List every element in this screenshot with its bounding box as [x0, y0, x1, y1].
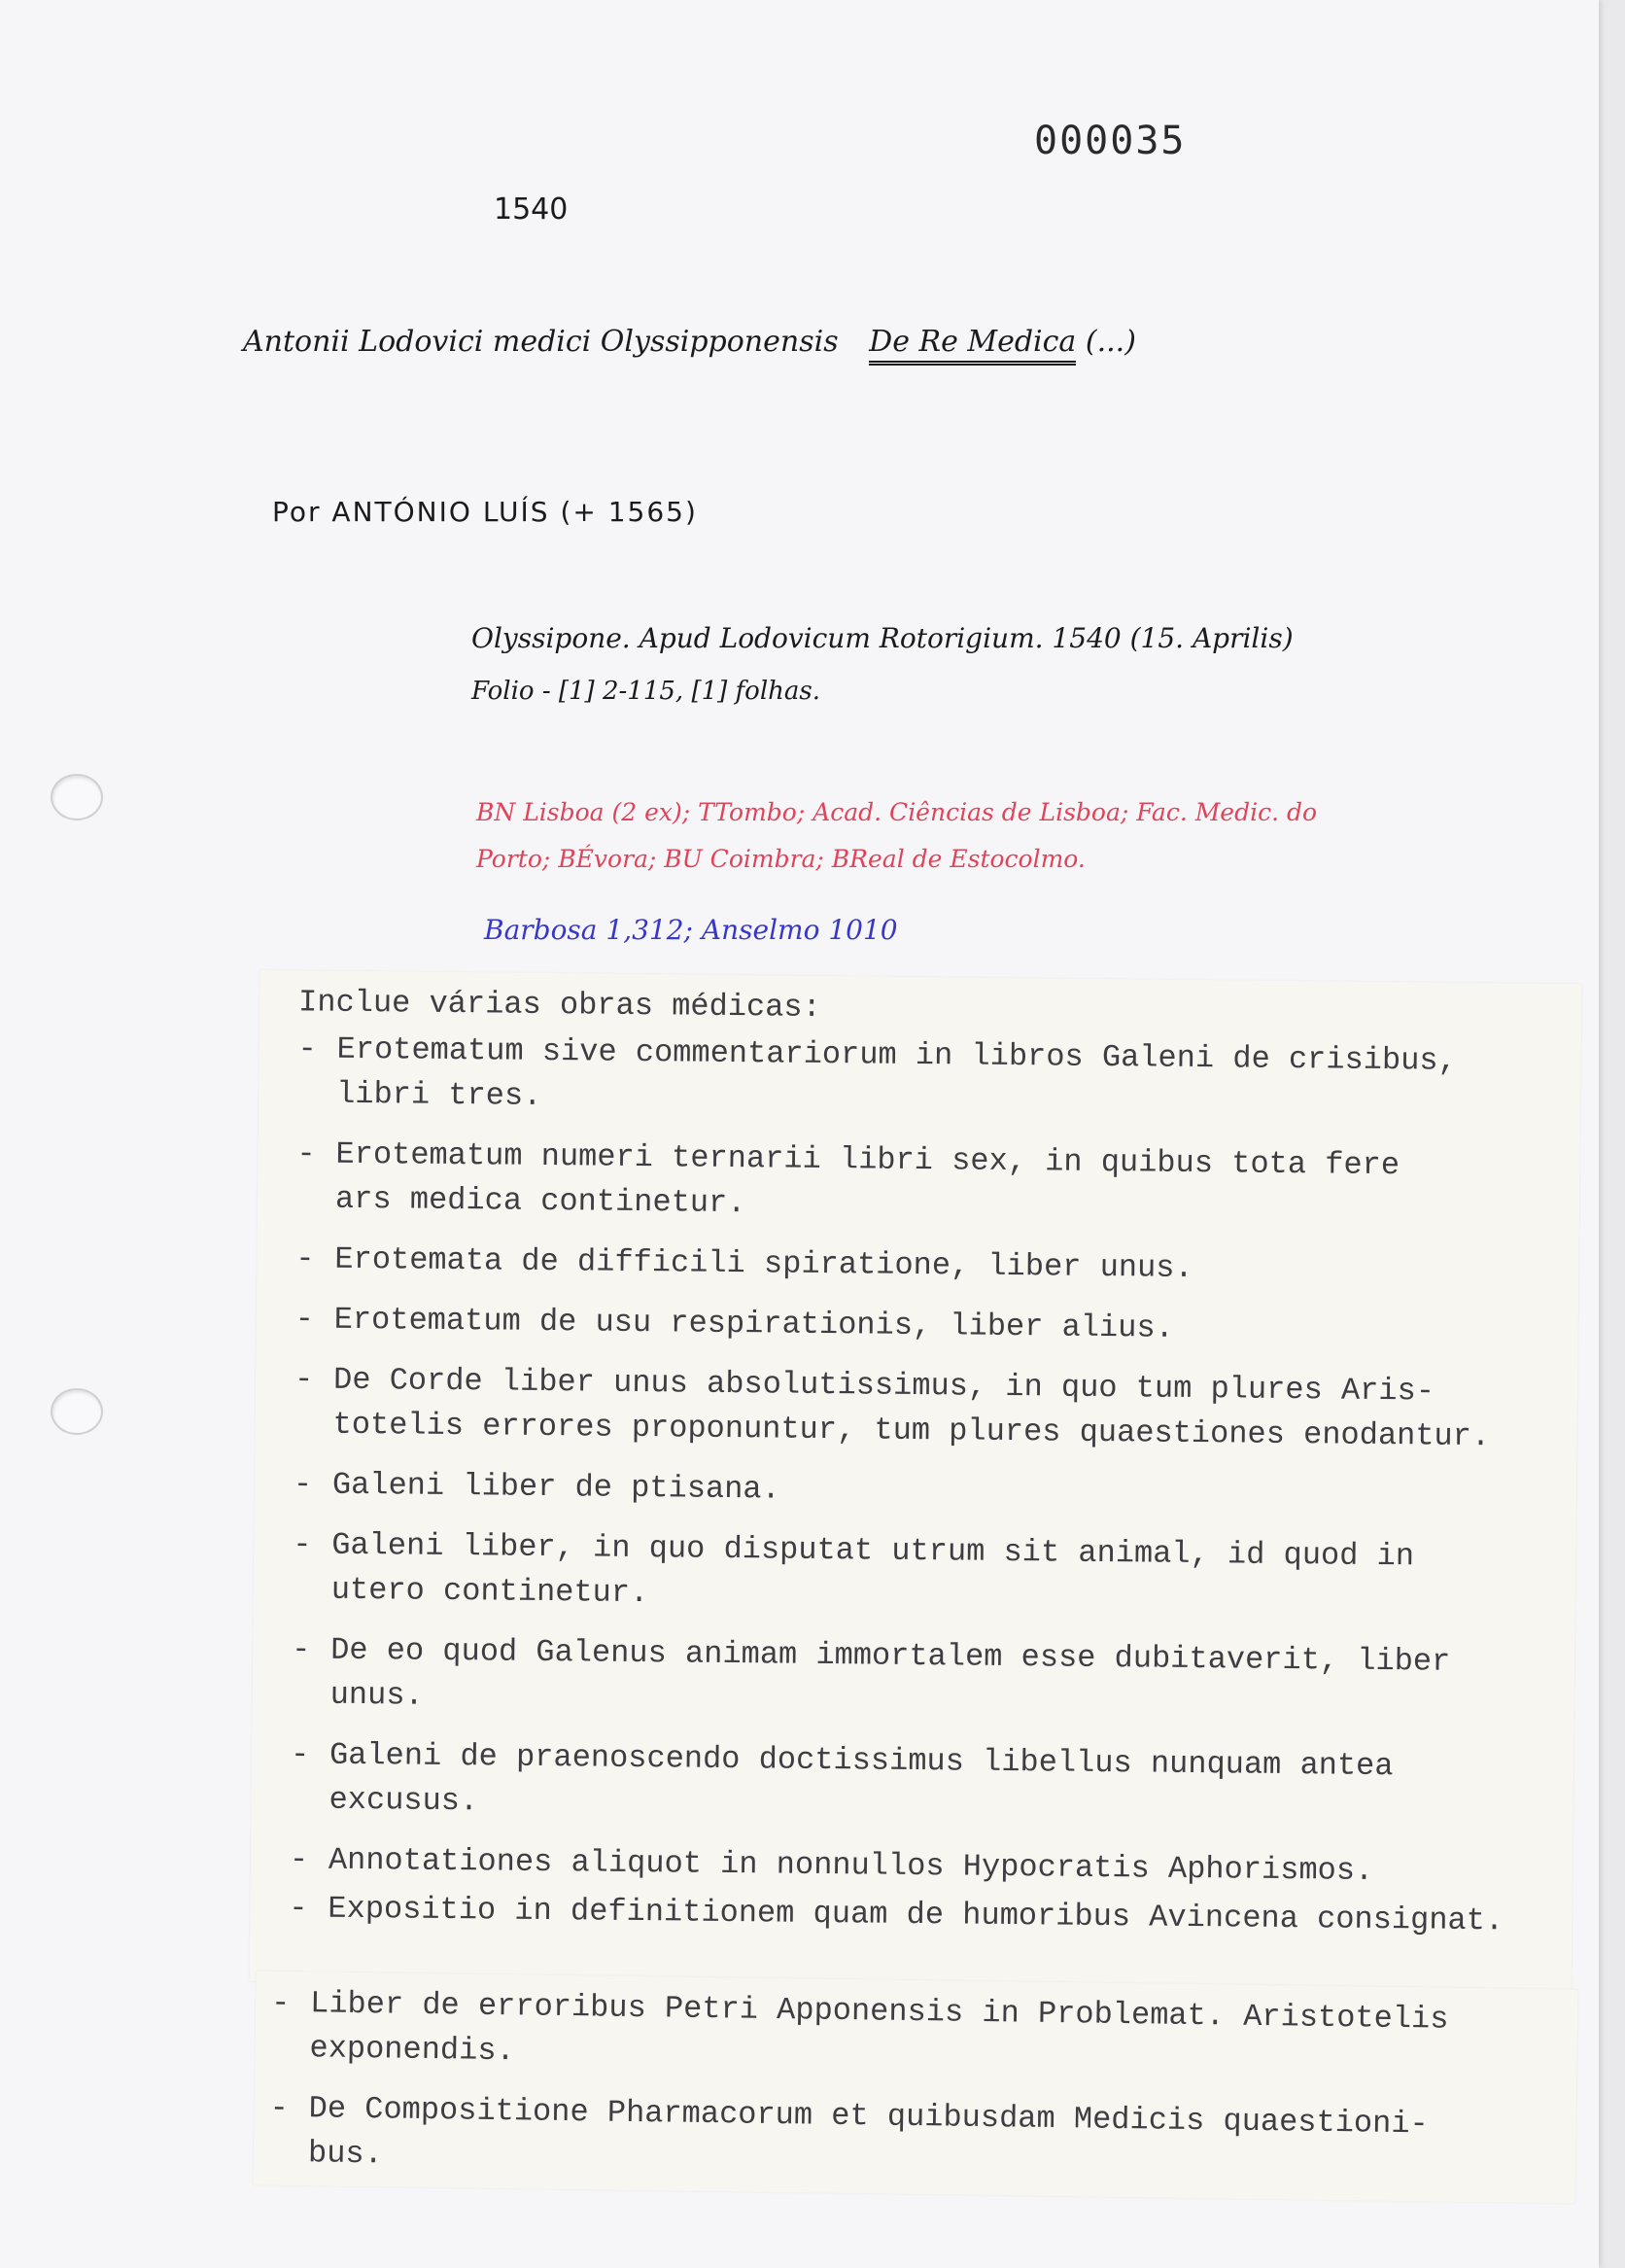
- list-dash: -: [294, 1361, 314, 1398]
- list-item-line: exponendis.: [309, 2030, 515, 2070]
- title-suffix: (...): [1085, 325, 1136, 359]
- holdings: [476, 789, 1317, 883]
- list-item-line: ars medica continetur.: [334, 1180, 746, 1222]
- imprint: Olyssipone. Apud Lodovicum Rotorigium. 1540 (15. Aprilis): [471, 622, 1294, 654]
- list-item-line: De Compositione Pharmacorum et quibusdam Medicis quaestioni-: [308, 2090, 1429, 2143]
- list-item: [295, 1237, 1510, 1294]
- list-item-line: Erotematum numeri ternarii libri sex, in quibus tota fere: [335, 1135, 1400, 1184]
- list-item-line: unus.: [329, 1676, 424, 1714]
- punch-hole-bottom: [51, 1388, 103, 1435]
- list-item-line: Liber de erroribus Petri Apponensis in Problemat. Aristotelis: [309, 1985, 1449, 2038]
- list-item-line: excusus.: [328, 1781, 479, 1820]
- list-item: [291, 1627, 1506, 1729]
- list-item: [294, 1462, 1508, 1519]
- list-dash: -: [295, 1240, 315, 1277]
- list-item-line: bus.: [307, 2135, 384, 2173]
- list-dash: -: [293, 1466, 313, 1503]
- list-item: [294, 1357, 1509, 1459]
- work-title: [243, 325, 1136, 359]
- holdings-line: BN Lisboa (2 ex); TTombo; Acad. Ciências de Lisboa; Fac. Medic. do: [476, 798, 1318, 826]
- list-item-line: utero continetur.: [330, 1571, 649, 1612]
- holdings-line: Porto; BÉvora; BU Coimbra; BReal de Estocolmo.: [476, 845, 1086, 873]
- list-item-line: Annotationes aliquot in nonnullos Hypocratis Aphorismos.: [328, 1841, 1374, 1889]
- list-item-line: Erotematum de usu respirationis, liber alius.: [333, 1301, 1175, 1346]
- list-item: [296, 1132, 1512, 1234]
- contents-intro: Inclue várias obras médicas:: [297, 984, 821, 1026]
- list-item-line: De eo quod Galenus animam immortalem esse dubitaverit, liber: [329, 1631, 1451, 1680]
- year: 1540: [494, 192, 569, 227]
- list-item: [293, 1522, 1508, 1624]
- list-dash: -: [291, 1631, 311, 1668]
- contents-list-continued: [268, 1981, 1448, 2208]
- list-item: [297, 1027, 1513, 1129]
- list-item-line: Galeni liber de ptisana.: [331, 1466, 780, 1508]
- list-item-line: Galeni liber, in quo disputat utrum sit animal, id quod in: [331, 1526, 1415, 1575]
- list-dash: -: [269, 2089, 290, 2126]
- list-item-line: libri tres.: [335, 1075, 542, 1114]
- list-item: [290, 1732, 1505, 1834]
- list-item-line: totelis errores proponuntur, tum plures quaestiones enodantur.: [332, 1406, 1491, 1455]
- list-dash: -: [293, 1526, 312, 1563]
- list-dash: -: [294, 1301, 315, 1338]
- list-dash: -: [289, 1841, 309, 1878]
- list-item: [270, 1981, 1449, 2087]
- references: Barbosa 1,312; Anselmo 1010: [484, 914, 898, 946]
- title-latin: Antonii Lodovici medici Olyssipponensis: [243, 325, 839, 359]
- list-dash: -: [289, 1890, 308, 1927]
- list-dash: -: [290, 1736, 310, 1773]
- list-item: [294, 1297, 1509, 1354]
- list-dash: -: [270, 1984, 291, 2022]
- list-item-line: Erotematum sive commentariorum in libros Galeni de crisibus,: [336, 1030, 1457, 1079]
- typed-slip: [250, 970, 1582, 1995]
- list-item: [269, 2086, 1448, 2192]
- list-dash: -: [296, 1135, 316, 1172]
- title-underlined: De Re Medica: [869, 325, 1076, 366]
- list-item-line: Galeni de praenoscendo doctissimus libellus nunquam antea: [328, 1736, 1394, 1785]
- list-item: [289, 1886, 1504, 1943]
- list-item-line: Expositio in definitionem quam de humoribus Avincena consignat.: [328, 1890, 1504, 1939]
- list-dash: -: [297, 1030, 318, 1067]
- author: Por ANTÓNIO LUÍS (+ 1565): [272, 496, 698, 528]
- format: Folio - [1] 2-115, [1] folhas.: [471, 677, 820, 706]
- list-item-line: De Corde liber unus absolutissimus, in quo tum plures Aris-: [332, 1361, 1435, 1410]
- contents-list: [289, 980, 1513, 1947]
- list-item: [290, 1837, 1504, 1895]
- punch-hole-top: [51, 774, 103, 820]
- archive-number: 000035: [1034, 119, 1187, 163]
- typed-slip: [254, 1971, 1578, 2204]
- list-item-line: Erotemata de difficili spiratione, liber unus.: [334, 1240, 1193, 1286]
